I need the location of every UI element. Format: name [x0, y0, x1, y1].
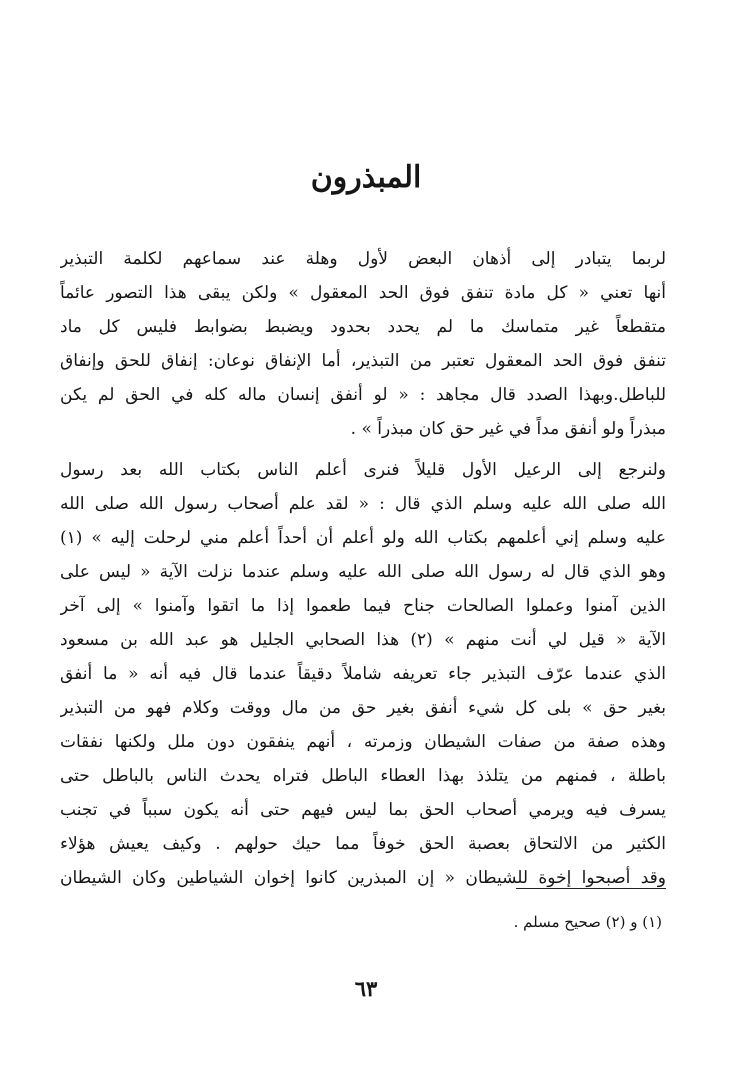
text-line: مبذراً ولو أنفق مداً في غير حق كان مبذراً » . [350, 419, 666, 439]
text-line: الآية « قيل لي أنت منهم » (٢) هذا الصحابي الجليل هو عبد الله بن مسعود [60, 630, 666, 650]
text-line: الله صلى الله عليه وسلم الذي قال : « لقد علم أصحاب رسول الله صلى الله [60, 494, 666, 514]
text-line: تنفق فوق الحد المعقول تعتبر من التبذير، أما الإنفاق نوعان: إنفاق للحق وإنفاق [60, 351, 666, 371]
text-line: باطلة ، فمنهم من يتلذذ بهذا العطاء الباطل فتراه يحدث الناس بالباطل حتى [60, 766, 666, 786]
text-line: الكثير من الالتحاق بعصبة الحق خوفاً مما حيك حولهم . وكيف يعيش هؤلاء [60, 834, 666, 854]
text-line: بغير حق » بلى كل شيء أنفق بغير حق من مال ووقت وكلام فهو من التبذير [60, 698, 666, 718]
text-line: الذين آمنوا وعملوا الصالحات جناح فيما طعموا إذا ما اتقوا وآمنوا » إلى آخر [60, 596, 666, 616]
chapter-title: المبذرون [310, 160, 422, 195]
footnote-divider [516, 888, 666, 889]
text-line: وهذه صفة من صفات الشيطان وزمرته ، أنهم ينفقون دون ملل ولكنها نفقات [60, 732, 666, 752]
text-line: متقطعاً غير متماسك ما لم يحدد بحدود ويضبط بضوابط فليس كل ماد [60, 317, 666, 337]
page-number: ٦٣ [354, 976, 378, 1001]
text-line: يسرف فيه ويرمي أصحاب الحق بما ليس فيهم حتى أنه يكون سبباً في تجنب [60, 800, 666, 820]
text-line: عليه وسلم إني أعلمهم بكتاب الله ولو أعلم أن أحداً أعلم مني لرحلت إليه » (١) [60, 528, 666, 548]
text-line: أنها تعني « كل مادة تنفق فوق الحد المعقول » ولكن يبقى هذا التصور عائماً [60, 283, 666, 303]
text-line: لربما يتبادر إلى أذهان البعض لأول وهلة عند سماعهم لكلمة التبذير [60, 249, 666, 269]
footnote: (١) و (٢) صحيح مسلم . [513, 913, 662, 931]
text-line: ولنرجع إلى الرعيل الأول قليلاً فنرى أعلم الناس بكتاب الله بعد رسول [60, 460, 666, 480]
text-line: وقد أصبحوا إخوة للشيطان « إن المبذرين كانوا إخوان الشياطين وكان الشيطان [60, 868, 666, 888]
text-line: وهو الذي قال له رسول الله صلى الله عليه وسلم عندما نزلت الآية « ليس على [60, 562, 666, 582]
text-line: الذي عندما عرّف التبذير جاء تعريفه شاملاً دقيقاً عندما قال فيه أنه « ما أنفق [60, 664, 666, 684]
paragraph-2 [60, 453, 666, 895]
paragraph-1 [60, 242, 666, 446]
text-line: للباطل.وبهذا الصدد قال مجاهد : « لو أنفق إنسان ماله كله في الحق لم يكن [60, 385, 666, 405]
